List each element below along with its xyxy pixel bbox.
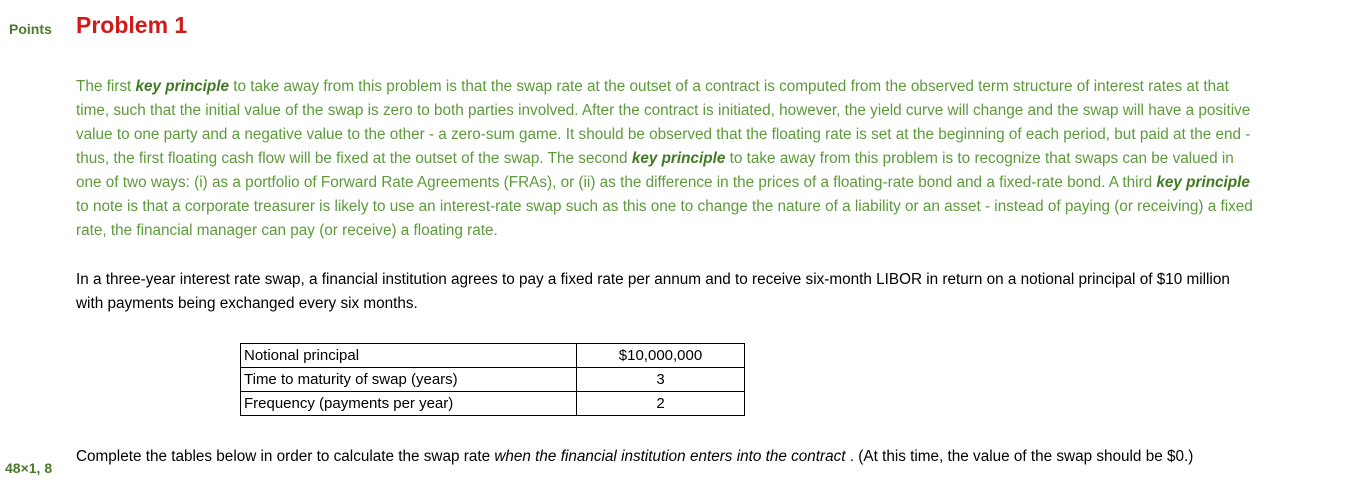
instruction-text-pre: Complete the tables below in order to calculate the swap rate <box>76 448 495 465</box>
param-label-frequency: Frequency (payments per year) <box>241 392 577 416</box>
table-row <box>241 368 745 392</box>
instruction-paragraph <box>76 445 1256 469</box>
param-value-maturity[interactable]: 3 <box>577 368 745 392</box>
intro-text-3: to take away from this problem is to recognize that swaps can be valued in one of two ways: (i) as a portfolio of Forward Rate Agreements (FRAs), or (ii) as the difference in the prices of a floating-rate bond and a fixed-rate bond. A third <box>76 150 1234 191</box>
points-label: Points <box>9 21 52 37</box>
intro-text-4: to note is that a corporate treasurer is likely to use an interest-rate swap such as this one to change the nature of a liability or an asset - instead of paying (or receiving) a fixed rate, the financial manager can pay (or receive) a floating rate. <box>76 198 1253 239</box>
key-principle-3: key principle <box>1156 174 1250 191</box>
param-label-notional: Notional principal <box>241 344 577 368</box>
problem-statement: In a three-year interest rate swap, a financial institution agrees to pay a fixed rate per annum and to receive six-month LIBOR in return on a notional principal of $10 million with payments being exchanged every six months. <box>76 271 1230 312</box>
intro-paragraph <box>76 75 1256 243</box>
swap-parameters-table <box>240 343 745 416</box>
score-label: 48×1, 8 <box>5 460 53 476</box>
param-label-maturity: Time to maturity of swap (years) <box>241 368 577 392</box>
instruction-text-post: . (At this time, the value of the swap should be $0.) <box>845 448 1194 465</box>
param-value-frequency[interactable]: 2 <box>577 392 745 416</box>
instruction-emphasis: when the financial institution enters into the contract <box>494 448 846 465</box>
intro-text-2: to take away from this problem is that the swap rate at the outset of a contract is computed from the observed term structure of interest rates at that time, such that the initial value of the swap is zero to both parties involved. After the contract is initiated, however, the yield curve will change and the swap will have a positive value to one party and a negative value to the other - a zero-sum game. It should be observed that the floating rate is set at the beginning of each period, but paid at the end - thus, the first floating cash flow will be fixed at the outset of the swap. The second <box>76 78 1251 167</box>
table-row <box>241 344 745 368</box>
table-row <box>241 392 745 416</box>
page-title: Problem 1 <box>76 12 188 38</box>
key-principle-2: key principle <box>631 150 726 167</box>
param-value-notional[interactable]: $10,000,000 <box>577 344 745 368</box>
key-principle-1: key principle <box>135 78 230 95</box>
intro-text-1: The first <box>76 78 136 95</box>
